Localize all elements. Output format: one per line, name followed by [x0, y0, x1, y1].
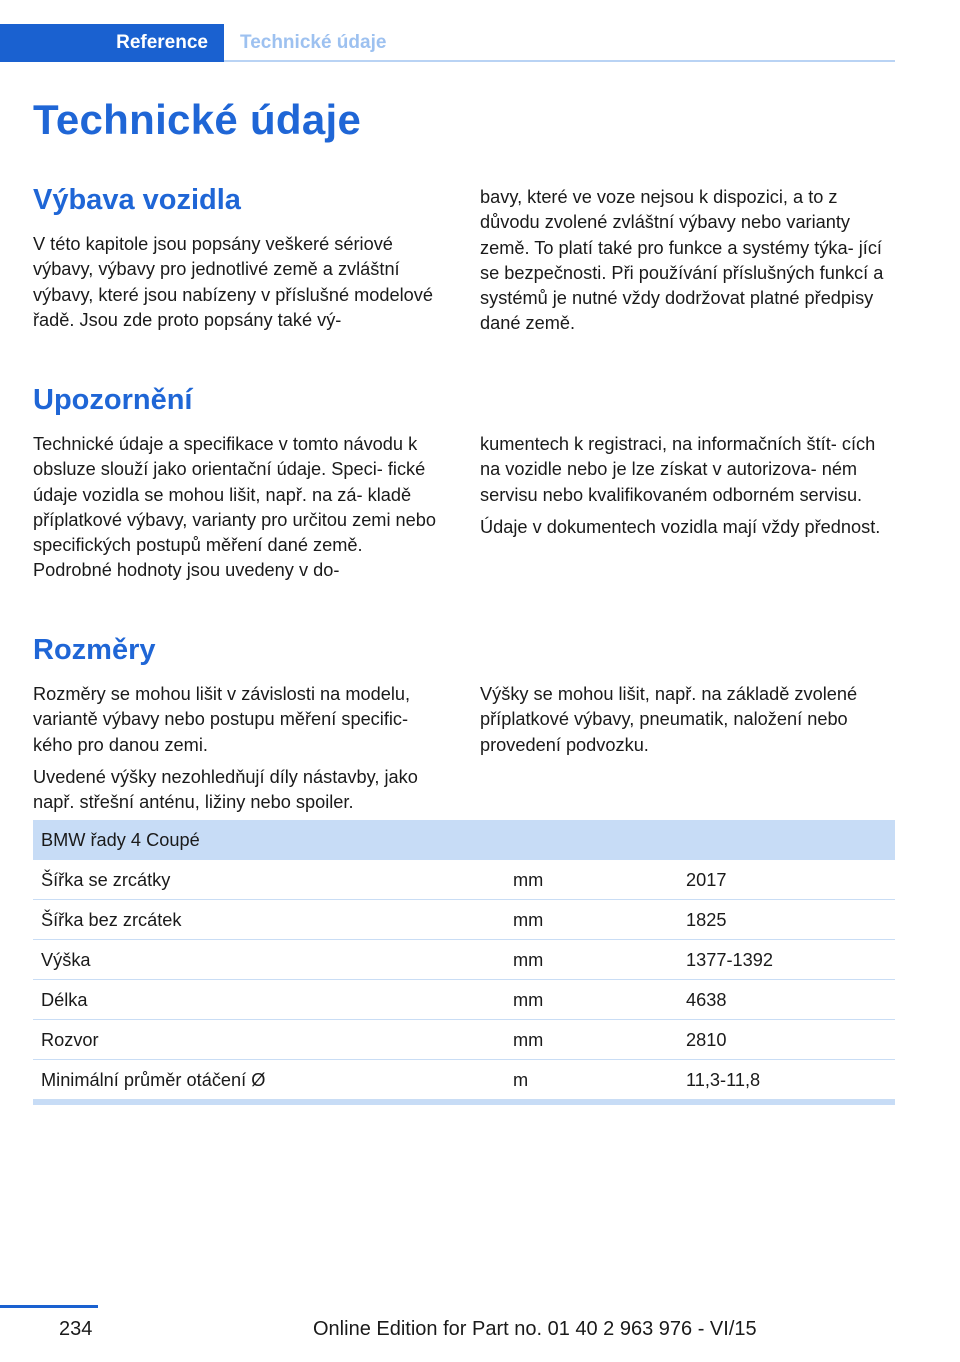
section-title-rozmery: Rozměry [33, 634, 156, 666]
row-unit: mm [513, 870, 544, 890]
row-label: Výška [41, 950, 91, 970]
section-title-upozorneni: Upozornění [33, 384, 193, 416]
section-rozmery-left-column [33, 682, 443, 822]
row-unit: mm [513, 950, 544, 970]
table-bottom-bar [33, 1100, 895, 1105]
row-value: 2810 [686, 1030, 727, 1050]
paragraph: Výšky se mohou lišit, např. na základě zvolené příplatkové výbavy, pneumatik, naložení nebo provedení podvozku. [480, 684, 858, 755]
page-header [0, 24, 895, 62]
page-number: 234 [59, 1318, 93, 1340]
table-row [33, 1060, 895, 1100]
row-value: 1377-1392 [686, 950, 773, 970]
row-label: Šířka bez zrcátek [41, 910, 182, 930]
row-unit: mm [513, 990, 544, 1010]
table-row [33, 940, 895, 980]
paragraph: Uvedené výšky nezohledňují díly nástavby, jako např. střešní anténu, ližiny nebo spoiler. [33, 766, 418, 813]
row-unit: m [513, 1070, 529, 1090]
row-label: Minimální průměr otáčení Ø [41, 1070, 266, 1090]
table-heading: BMW řady 4 Coupé [33, 820, 895, 860]
tab-technicke-udaje[interactable]: Technické údaje [240, 32, 387, 53]
page-title: Technické údaje [33, 96, 362, 143]
row-value: 11,3-11,8 [686, 1070, 761, 1090]
table-row [33, 900, 895, 940]
table-row [33, 1020, 895, 1060]
row-value: 4638 [686, 990, 727, 1010]
section-vybava-right-column [480, 185, 890, 344]
paragraph: Technické údaje a specifikace v tomto návodu k obsluze slouží jako orientační údaje. Speci‐ fické údaje vozidla se mohou lišit, např. na zá‐ kladě příplatkové výbavy, varianty pro určitou zemi nebo specifických postupů měření dané země. Podrobné hodnoty jsou uvedeny v do‐ [33, 434, 437, 581]
row-value: 2017 [686, 870, 727, 890]
row-unit: mm [513, 1030, 544, 1050]
section-vybava-left-column [33, 232, 443, 340]
paragraph: kumentech k registraci, na informačních štít‐ cích na vozidle nebo je lze získat v autorizova‐ ném servisu nebo kvalifikovaném odborném servisu. [480, 434, 876, 505]
section-upozorneni-right-column [480, 432, 890, 547]
header-divider [224, 60, 895, 62]
section-upozorneni-left-column [33, 432, 443, 591]
paragraph: Rozměry se mohou lišit v závislosti na modelu, variantě výbavy nebo postupu měření specific‐ kého pro danou zemi. [33, 684, 411, 755]
footer-accent-line [0, 1305, 98, 1308]
row-unit: mm [513, 910, 544, 930]
row-label: Šířka se zrcátky [41, 870, 171, 890]
section-rozmery-right-column [480, 682, 890, 765]
row-label: Rozvor [41, 1030, 99, 1050]
row-value: 1825 [686, 910, 727, 930]
table-row [33, 860, 895, 900]
paragraph: V této kapitole jsou popsány veškeré sériové výbavy, výbavy pro jednotlivé země a zvláštní výbavy, které jsou nabízeny v příslušné modelové řadě. Jsou zde proto popsány také vý‐ [33, 234, 433, 330]
paragraph: Údaje v dokumentech vozidla mají vždy přednost. [480, 516, 881, 537]
section-title-vybava: Výbava vozidla [33, 184, 241, 216]
tab-reference[interactable]: Reference [0, 24, 224, 62]
edition-text: Online Edition for Part no. 01 40 2 963 976 - VI/15 [313, 1318, 757, 1340]
dimensions-table [33, 820, 895, 1105]
table-row [33, 980, 895, 1020]
row-label: Délka [41, 990, 88, 1010]
paragraph: bavy, které ve voze nejsou k dispozici, a to z důvodu zvolené zvláštní výbavy nebo varianty země. To platí také pro funkce a systémy týka‐ jící se bezpečnosti. Při používání příslušných funkcí a systémů je nutné vždy dodržovat platné předpisy dané země. [480, 187, 884, 334]
